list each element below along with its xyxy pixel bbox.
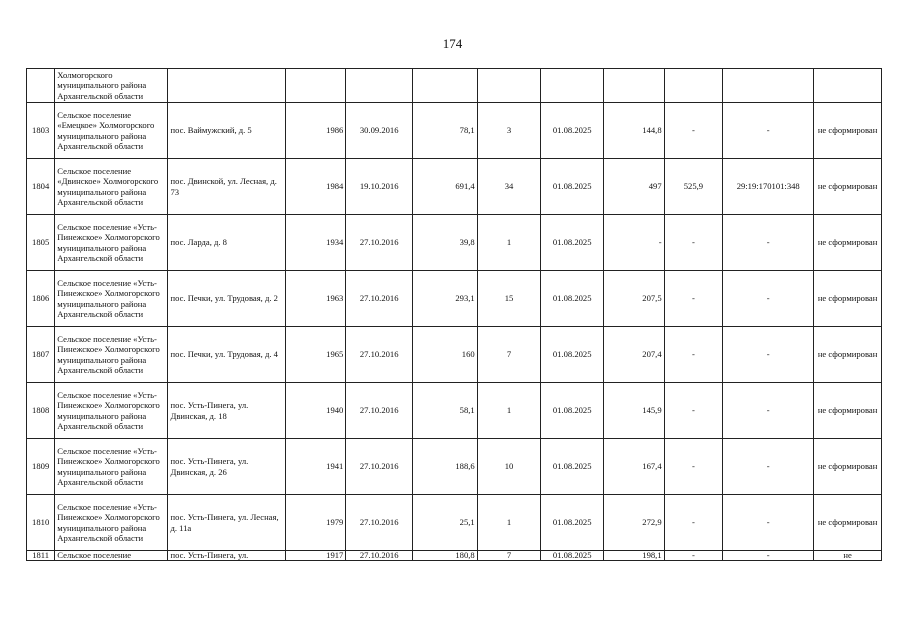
cell-number: 1805 <box>27 215 55 271</box>
cell-col-8: 207,5 <box>604 271 665 327</box>
cell-date: 19.10.2016 <box>346 159 413 215</box>
cell-settlement: Холмогорского муниципального района Архангельской области <box>55 69 168 103</box>
cell-number: 1806 <box>27 271 55 327</box>
cell-planned-date: 01.08.2025 <box>541 103 604 159</box>
cell-area <box>413 69 478 103</box>
cell-residents: 7 <box>477 551 541 561</box>
cell-residents: 7 <box>477 327 541 383</box>
cell-residents: 1 <box>477 215 541 271</box>
cell-address: пос. Усть-Пинега, ул. Двинская, д. 26 <box>168 439 285 495</box>
cell-area: 160 <box>413 327 478 383</box>
cell-cadastral: - <box>723 495 814 551</box>
cell-address: пос. Ларда, д. 8 <box>168 215 285 271</box>
cell-planned-date <box>541 69 604 103</box>
cell-year: 1986 <box>285 103 346 159</box>
cell-date: 27.10.2016 <box>346 215 413 271</box>
cell-settlement: Сельское поселение «Двинское» Холмогорского муниципального района Архангельской области <box>55 159 168 215</box>
cell-number <box>27 69 55 103</box>
cell-year: 1917 <box>285 551 346 561</box>
cell-settlement: Сельское поселение «Усть-Пинежское» Холмогорского муниципального района Архангельской области <box>55 383 168 439</box>
cell-cadastral: - <box>723 327 814 383</box>
cell-residents: 15 <box>477 271 541 327</box>
cell-status: не сформирован <box>814 383 882 439</box>
cell-area: 25,1 <box>413 495 478 551</box>
table-row <box>27 159 882 215</box>
cell-cadastral: - <box>723 103 814 159</box>
table-row <box>27 215 882 271</box>
cell-cadastral: - <box>723 271 814 327</box>
cell-year: 1984 <box>285 159 346 215</box>
cell-col-8: - <box>604 215 665 271</box>
cell-number: 1811 <box>27 551 55 561</box>
cell-date: 27.10.2016 <box>346 327 413 383</box>
cell-status: не сформирован <box>814 327 882 383</box>
cell-address: пос. Усть-Пинега, ул. Двинская, д. 18 <box>168 383 285 439</box>
cell-residents: 1 <box>477 495 541 551</box>
cell-residents: 34 <box>477 159 541 215</box>
cell-number: 1809 <box>27 439 55 495</box>
cell-settlement: Сельское поселение «Усть-Пинежское» Холмогорского муниципального района Архангельской области <box>55 439 168 495</box>
page-number: 174 <box>442 36 463 51</box>
cell-col-9: - <box>664 495 723 551</box>
cell-address: пос. Печки, ул. Трудовая, д. 4 <box>168 327 285 383</box>
cell-area: 58,1 <box>413 383 478 439</box>
cell-col-8: 207,4 <box>604 327 665 383</box>
cell-number: 1807 <box>27 327 55 383</box>
cell-address: пос. Усть-Пинега, ул. Лесная, д. 11а <box>168 495 285 551</box>
cell-planned-date: 01.08.2025 <box>541 327 604 383</box>
cell-planned-date: 01.08.2025 <box>541 159 604 215</box>
cell-year: 1979 <box>285 495 346 551</box>
table-row <box>27 495 882 551</box>
cell-year: 1941 <box>285 439 346 495</box>
cell-number: 1810 <box>27 495 55 551</box>
cell-status: не сформирован <box>814 159 882 215</box>
cell-cadastral: - <box>723 215 814 271</box>
housing-registry-table <box>26 68 882 561</box>
cell-settlement: Сельское поселение «Усть-Пинежское» Холмогорского муниципального района Архангельской области <box>55 215 168 271</box>
cell-col-9: - <box>664 551 723 561</box>
cell-address: пос. Двинской, ул. Лесная, д. 73 <box>168 159 285 215</box>
cell-residents: 1 <box>477 383 541 439</box>
cell-settlement: Сельское поселение «Емецкое» Холмогорского муниципального района Архангельской области <box>55 103 168 159</box>
cell-number: 1808 <box>27 383 55 439</box>
table-row <box>27 327 882 383</box>
cell-date: 27.10.2016 <box>346 551 413 561</box>
cell-settlement: Сельское поселение «Усть-Пинежское» Холмогорского муниципального района Архангельской области <box>55 271 168 327</box>
cell-status: не сформирован <box>814 103 882 159</box>
cell-cadastral: - <box>723 551 814 561</box>
cell-settlement: Сельское поселение «Усть-Пинежское» Холмогорского муниципального района Архангельской области <box>55 495 168 551</box>
cell-cadastral: 29:19:170101:348 <box>723 159 814 215</box>
cell-number: 1803 <box>27 103 55 159</box>
cell-settlement: Сельское поселение <box>55 551 168 561</box>
cell-col-9: - <box>664 103 723 159</box>
cell-planned-date: 01.08.2025 <box>541 383 604 439</box>
cell-col-8: 144,8 <box>604 103 665 159</box>
cell-status: не <box>814 551 882 561</box>
cell-cadastral: - <box>723 383 814 439</box>
cell-address: пос. Печки, ул. Трудовая, д. 2 <box>168 271 285 327</box>
cell-status <box>814 69 882 103</box>
cell-residents: 3 <box>477 103 541 159</box>
cell-area: 188,6 <box>413 439 478 495</box>
cell-col-9: - <box>664 383 723 439</box>
cell-date: 27.10.2016 <box>346 271 413 327</box>
cell-col-9: - <box>664 439 723 495</box>
cell-residents: 10 <box>477 439 541 495</box>
table-body <box>27 69 882 561</box>
cell-col-8: 167,4 <box>604 439 665 495</box>
cell-col-8 <box>604 69 665 103</box>
cell-year <box>285 69 346 103</box>
cell-col-8: 497 <box>604 159 665 215</box>
cell-number: 1804 <box>27 159 55 215</box>
cell-date: 30.09.2016 <box>346 103 413 159</box>
cell-area: 180,8 <box>413 551 478 561</box>
cell-status: не сформирован <box>814 439 882 495</box>
table-row <box>27 383 882 439</box>
cell-col-8: 198,1 <box>604 551 665 561</box>
cell-planned-date: 01.08.2025 <box>541 215 604 271</box>
cell-area: 39,8 <box>413 215 478 271</box>
cell-status: не сформирован <box>814 271 882 327</box>
cell-address <box>168 69 285 103</box>
cell-year: 1963 <box>285 271 346 327</box>
cell-area: 691,4 <box>413 159 478 215</box>
table-row-continued <box>27 69 882 103</box>
cell-date: 27.10.2016 <box>346 495 413 551</box>
cell-planned-date: 01.08.2025 <box>541 551 604 561</box>
table-row <box>27 103 882 159</box>
cell-col-8: 145,9 <box>604 383 665 439</box>
cell-date: 27.10.2016 <box>346 439 413 495</box>
cell-area: 293,1 <box>413 271 478 327</box>
cell-residents <box>477 69 541 103</box>
cell-col-9: - <box>664 271 723 327</box>
cell-planned-date: 01.08.2025 <box>541 495 604 551</box>
cell-year: 1934 <box>285 215 346 271</box>
cell-planned-date: 01.08.2025 <box>541 439 604 495</box>
table-row <box>27 551 882 561</box>
cell-col-9: - <box>664 215 723 271</box>
cell-address: пос. Усть-Пинега, ул. <box>168 551 285 561</box>
cell-col-8: 272,9 <box>604 495 665 551</box>
cell-status: не сформирован <box>814 495 882 551</box>
cell-col-9: 525,9 <box>664 159 723 215</box>
cell-cadastral <box>723 69 814 103</box>
cell-date: 27.10.2016 <box>346 383 413 439</box>
table-row <box>27 271 882 327</box>
cell-year: 1940 <box>285 383 346 439</box>
cell-planned-date: 01.08.2025 <box>541 271 604 327</box>
cell-address: пос. Ваймужский, д. 5 <box>168 103 285 159</box>
cell-status: не сформирован <box>814 215 882 271</box>
cell-date <box>346 69 413 103</box>
cell-col-9 <box>664 69 723 103</box>
cell-col-9: - <box>664 327 723 383</box>
table-row <box>27 439 882 495</box>
cell-area: 78,1 <box>413 103 478 159</box>
cell-year: 1965 <box>285 327 346 383</box>
cell-cadastral: - <box>723 439 814 495</box>
cell-settlement: Сельское поселение «Усть-Пинежское» Холмогорского муниципального района Архангельской области <box>55 327 168 383</box>
